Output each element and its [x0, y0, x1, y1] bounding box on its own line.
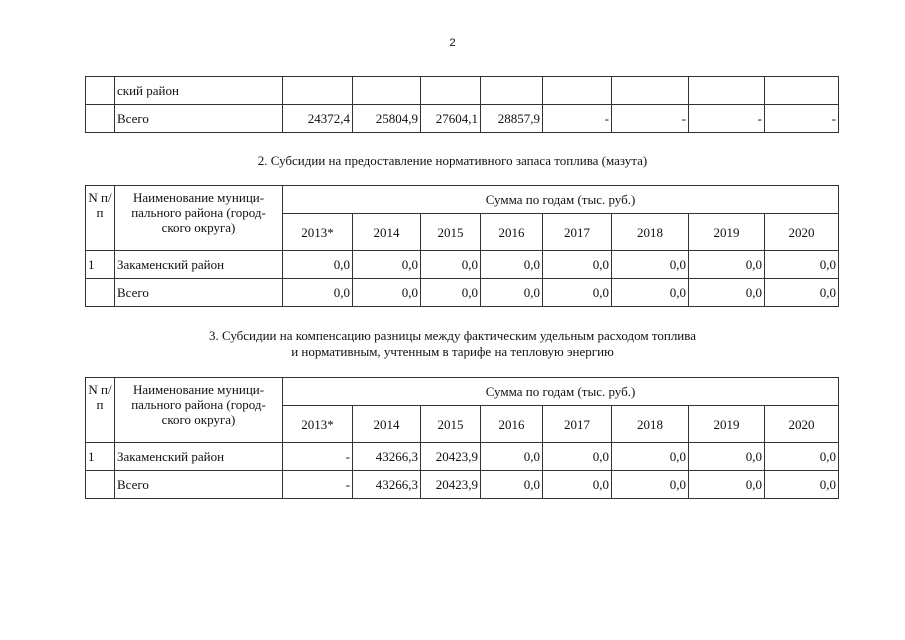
- row-value: 0,0: [689, 279, 765, 307]
- header-number: N п/п: [86, 186, 115, 251]
- row-value: 0,0: [765, 471, 839, 499]
- header-number: N п/п: [86, 378, 115, 443]
- header-year: 2016: [481, 406, 543, 443]
- row-number: 1: [86, 443, 115, 471]
- header-year: 2017: [543, 406, 612, 443]
- row-number: [86, 471, 115, 499]
- header-municipality: Наименование муници-пального района (город-ского округа): [115, 378, 283, 443]
- row-value: 0,0: [481, 471, 543, 499]
- row-value: 0,0: [689, 251, 765, 279]
- table-row: [86, 251, 839, 279]
- row-value: 0,0: [543, 471, 612, 499]
- row-name: Закаменский район: [115, 251, 283, 279]
- header-year: 2013*: [283, 406, 353, 443]
- header-year: 2020: [765, 214, 839, 251]
- header-year: 2015: [421, 406, 481, 443]
- row-value: [543, 77, 612, 105]
- row-value: 20423,9: [421, 443, 481, 471]
- table-row: [86, 77, 839, 105]
- row-value: 43266,3: [353, 471, 421, 499]
- table-continuation: [85, 76, 839, 133]
- header-year: 2014: [353, 214, 421, 251]
- table-row: [86, 443, 839, 471]
- row-name: ский район: [115, 77, 283, 105]
- header-year: 2015: [421, 214, 481, 251]
- row-value: 0,0: [612, 471, 689, 499]
- row-value: [689, 77, 765, 105]
- header-sum-by-years: Сумма по годам (тыс. руб.): [283, 378, 839, 406]
- header-year: 2018: [612, 214, 689, 251]
- row-value: -: [612, 105, 689, 133]
- row-value: 0,0: [543, 279, 612, 307]
- section-2-title: 2. Субсидии на предоставление нормативного запаса топлива (мазута): [257, 153, 648, 168]
- row-number: 1: [86, 251, 115, 279]
- row-value: [353, 77, 421, 105]
- row-value: 28857,9: [481, 105, 543, 133]
- row-value: 0,0: [543, 251, 612, 279]
- row-value: [481, 77, 543, 105]
- row-value: 0,0: [421, 251, 481, 279]
- row-value: 25804,9: [353, 105, 421, 133]
- row-value: 0,0: [612, 251, 689, 279]
- row-value: 24372,4: [283, 105, 353, 133]
- row-value: 27604,1: [421, 105, 481, 133]
- row-value: 0,0: [765, 279, 839, 307]
- header-year: 2017: [543, 214, 612, 251]
- row-value: 0,0: [481, 443, 543, 471]
- table-section-2: [85, 185, 839, 307]
- row-value: 0,0: [612, 279, 689, 307]
- row-value: [765, 77, 839, 105]
- row-value: 0,0: [612, 443, 689, 471]
- row-value: [421, 77, 481, 105]
- row-value: 0,0: [283, 279, 353, 307]
- table-row: [86, 279, 839, 307]
- table-row: [86, 105, 839, 133]
- row-value: 0,0: [765, 443, 839, 471]
- row-name: Закаменский район: [115, 443, 283, 471]
- row-value: 0,0: [353, 251, 421, 279]
- row-value: 0,0: [481, 279, 543, 307]
- row-value: 0,0: [689, 443, 765, 471]
- row-name: Всего: [115, 279, 283, 307]
- header-year: 2020: [765, 406, 839, 443]
- header-year: 2018: [612, 406, 689, 443]
- header-year: 2016: [481, 214, 543, 251]
- row-value: -: [689, 105, 765, 133]
- section-3-title-line2: и нормативным, учтенным в тарифе на тепловую энергию: [291, 344, 614, 359]
- row-name: Всего: [115, 471, 283, 499]
- header-year: 2013*: [283, 214, 353, 251]
- row-value: 20423,9: [421, 471, 481, 499]
- header-year: 2019: [689, 406, 765, 443]
- row-value: [612, 77, 689, 105]
- table-section-3: [85, 377, 839, 499]
- header-sum-by-years: Сумма по годам (тыс. руб.): [283, 186, 839, 214]
- row-value: 0,0: [543, 443, 612, 471]
- row-value: 43266,3: [353, 443, 421, 471]
- row-value: 0,0: [689, 471, 765, 499]
- row-value: 0,0: [765, 251, 839, 279]
- row-value: -: [543, 105, 612, 133]
- row-number: [86, 77, 115, 105]
- row-value: 0,0: [481, 251, 543, 279]
- page-number: 2: [449, 37, 456, 49]
- row-value: 0,0: [421, 279, 481, 307]
- row-value: -: [283, 471, 353, 499]
- row-value: -: [283, 443, 353, 471]
- row-value: 0,0: [283, 251, 353, 279]
- row-name: Всего: [115, 105, 283, 133]
- row-number: [86, 105, 115, 133]
- header-municipality: Наименование муници-пального района (город-ского округа): [115, 186, 283, 251]
- row-number: [86, 279, 115, 307]
- table-row: [86, 471, 839, 499]
- row-value: -: [765, 105, 839, 133]
- section-3-title-line1: 3. Субсидии на компенсацию разницы между фактическим удельным расходом топлива: [208, 328, 697, 343]
- row-value: [283, 77, 353, 105]
- header-year: 2014: [353, 406, 421, 443]
- row-value: 0,0: [353, 279, 421, 307]
- header-year: 2019: [689, 214, 765, 251]
